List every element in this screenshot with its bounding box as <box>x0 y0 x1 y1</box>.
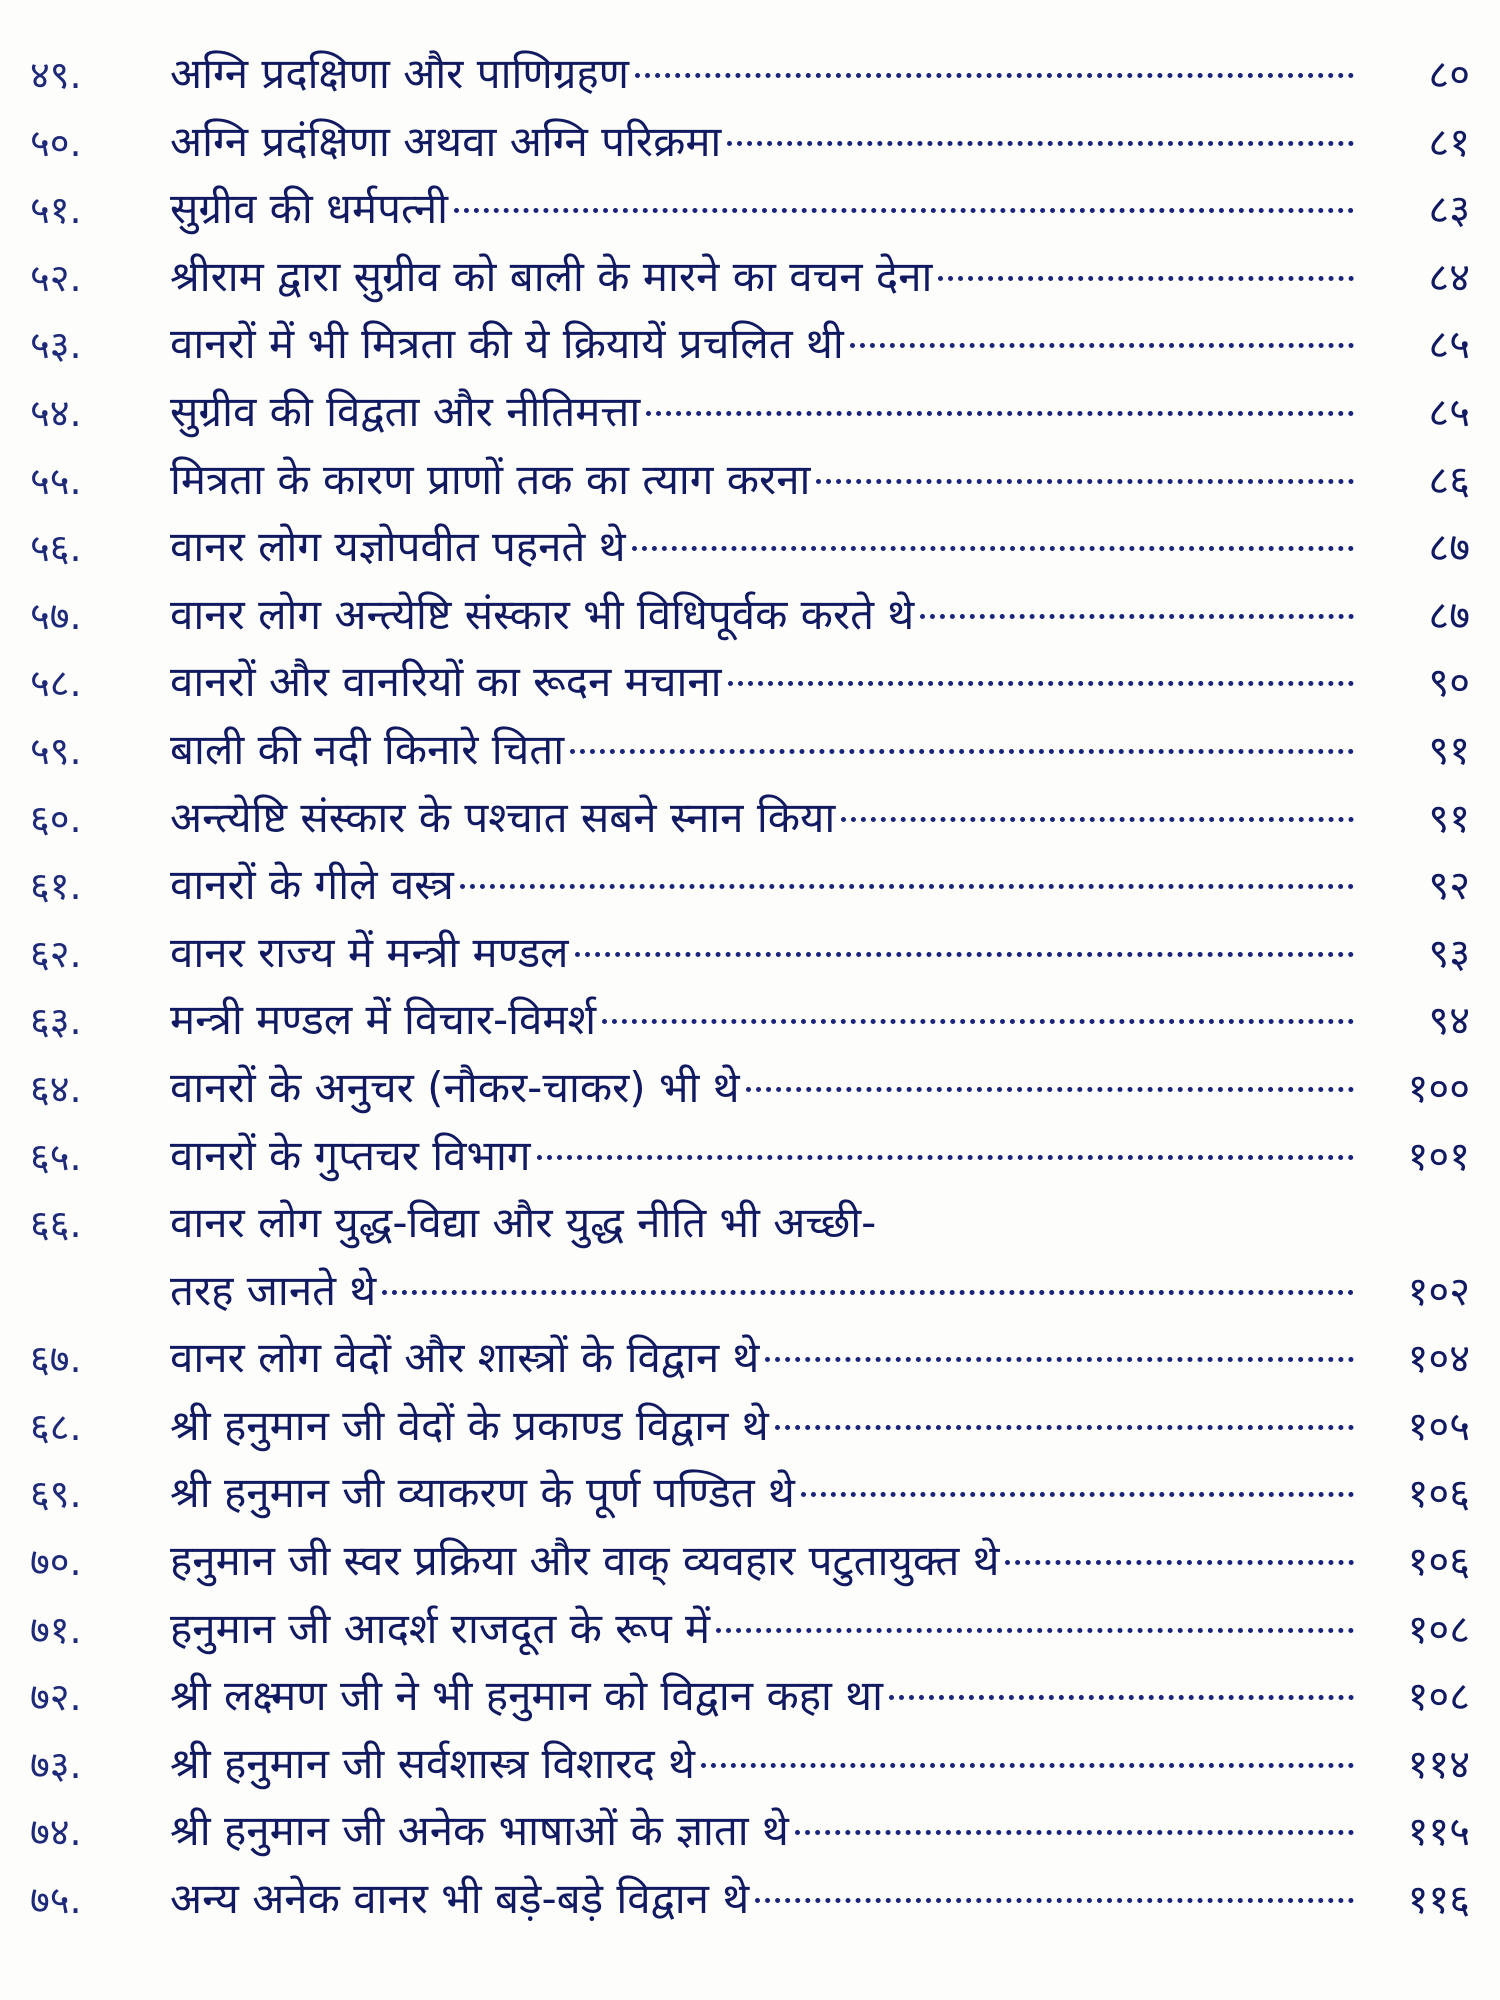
entry-number: ५३. <box>30 323 82 368</box>
dot-leader <box>570 749 1354 754</box>
toc-entry-67[interactable] <box>30 1324 1470 1392</box>
entry-title: वानर लोग अन्त्येष्टि संस्कार भी विधिपूर्वक करते थे <box>170 589 915 639</box>
entry-title-continued: तरह जानते थे <box>170 1265 377 1315</box>
dot-leader <box>775 1425 1354 1430</box>
entry-number: ७५. <box>30 1878 82 1923</box>
entry-title: हनुमान जी आदर्श राजदूत के रूप में <box>170 1603 711 1653</box>
entry-title: श्री हनुमान जी अनेक भाषाओं के ज्ञाता थे <box>170 1806 789 1856</box>
dot-leader <box>746 1087 1354 1092</box>
entry-title: अन्त्येष्टि संस्कार के पश्चात सबने स्नान किया <box>170 792 836 842</box>
toc-entry-59[interactable] <box>30 716 1470 784</box>
entry-page: १०४ <box>1407 1336 1470 1383</box>
entry-page: ८७ <box>1428 525 1470 572</box>
entry-number: ६२. <box>30 931 82 976</box>
entry-page: ९३ <box>1428 930 1470 977</box>
dot-leader <box>701 1763 1354 1768</box>
entry-number: ७१. <box>30 1607 82 1652</box>
entry-number: ५१. <box>30 188 82 233</box>
entry-number: ५२. <box>30 255 82 300</box>
entry-page: ८५ <box>1428 389 1470 436</box>
dot-leader <box>765 1357 1354 1362</box>
entry-title: अग्नि प्रदंक्षिणा अथवा अग्नि परिक्रमा <box>170 116 722 166</box>
entry-number: ६१. <box>30 864 82 909</box>
entry-page: ९२ <box>1428 863 1470 910</box>
dot-leader <box>382 1290 1354 1295</box>
entry-number: ५८. <box>30 661 82 706</box>
dot-leader <box>938 276 1354 281</box>
toc-entry-71[interactable] <box>30 1595 1470 1663</box>
entry-title: वानरों और वानरियों का रूदन मचाना <box>170 657 722 707</box>
dot-leader <box>646 411 1354 416</box>
toc-entry-52[interactable] <box>30 243 1470 311</box>
dot-leader <box>716 1628 1354 1633</box>
dot-leader <box>755 1898 1354 1903</box>
entry-number: ५५. <box>30 458 82 503</box>
dot-leader <box>795 1830 1354 1835</box>
entry-number: ६५. <box>30 1134 82 1179</box>
toc-entry-50[interactable] <box>30 108 1470 176</box>
dot-leader <box>635 73 1354 78</box>
entry-title: बाली की नदी किनारे चिता <box>170 724 565 774</box>
toc-entry-64[interactable] <box>30 1054 1470 1122</box>
entry-number: ५४. <box>30 390 82 435</box>
entry-number: ६९. <box>30 1472 82 1517</box>
dot-leader <box>841 817 1354 822</box>
entry-page: १०८ <box>1407 1606 1470 1653</box>
entry-page: ९० <box>1428 660 1470 707</box>
toc-entry-68[interactable] <box>30 1392 1470 1460</box>
entry-title: वानर लोग यज्ञोपवीत पहनते थे <box>170 522 626 572</box>
toc-entry-54[interactable] <box>30 378 1470 446</box>
entry-title: वानरों के गीले वस्त्र <box>170 860 454 910</box>
entry-page: १०८ <box>1407 1674 1470 1721</box>
dot-leader <box>850 343 1354 348</box>
entry-page: ८७ <box>1428 592 1470 639</box>
entry-page: ८५ <box>1428 322 1470 369</box>
entry-title: श्री हनुमान जी सर्वशास्त्र विशारद थे <box>170 1738 696 1788</box>
toc-entry-75[interactable] <box>30 1865 1470 1933</box>
dot-leader <box>537 1155 1354 1160</box>
entry-title: श्री लक्ष्मण जी ने भी हनुमान को विद्वान कहा था <box>170 1671 883 1721</box>
entry-page: ८३ <box>1428 187 1470 234</box>
entry-number: ५७. <box>30 593 82 638</box>
entry-number: ७३. <box>30 1742 82 1787</box>
entry-title: वानर लोग युद्ध-विद्या और युद्ध नीति भी अच्छी- <box>170 1198 877 1248</box>
entry-number: ६७. <box>30 1337 82 1382</box>
entry-title: श्रीराम द्वारा सुग्रीव को बाली के मारने का वचन देना <box>170 251 933 301</box>
dot-leader <box>1005 1560 1354 1565</box>
toc-entry-60[interactable] <box>30 784 1470 852</box>
entry-number: ६०. <box>30 796 82 841</box>
entry-page: १०५ <box>1407 1403 1470 1450</box>
toc-entry-69[interactable] <box>30 1459 1470 1527</box>
dot-leader <box>454 208 1354 213</box>
dot-leader <box>920 614 1354 619</box>
entry-page: ११५ <box>1407 1809 1470 1856</box>
toc-entry-66[interactable] <box>30 1189 1470 1257</box>
dot-leader <box>816 479 1354 484</box>
toc-entry-62[interactable] <box>30 919 1470 987</box>
toc-entry-70[interactable] <box>30 1527 1470 1595</box>
entry-title: हनुमान जी स्वर प्रक्रिया और वाक् व्यवहार पटुतायुक्त थे <box>170 1536 1000 1586</box>
entry-title: अग्नि प्रदक्षिणा और पाणिग्रहण <box>170 49 630 98</box>
entry-page: ८० <box>1428 52 1470 98</box>
entry-title: मित्रता के कारण प्राणों तक का त्याग करना <box>170 454 811 504</box>
toc-entry-58[interactable] <box>30 648 1470 716</box>
dot-leader <box>727 141 1354 146</box>
entry-title: श्री हनुमान जी वेदों के प्रकाण्ड विद्वान थे <box>170 1400 769 1450</box>
toc-entry-57[interactable] <box>30 581 1470 649</box>
entry-number: ४९. <box>30 53 82 97</box>
entry-title: सुग्रीव की विद्वता और नीतिमत्ता <box>170 386 641 436</box>
entry-title: मन्त्री मण्डल में विचार-विमर्श <box>170 995 597 1045</box>
entry-title: अन्य अनेक वानर भी बड़े-बड़े विद्वान थे <box>170 1874 750 1924</box>
toc-entry-74[interactable] <box>30 1797 1470 1865</box>
entry-page: ९१ <box>1428 795 1470 842</box>
entry-number: ६८. <box>30 1404 82 1449</box>
entry-number: ७४. <box>30 1810 82 1855</box>
dot-leader <box>460 884 1354 889</box>
entry-page: १०१ <box>1407 1133 1470 1180</box>
entry-page: ८६ <box>1428 457 1470 504</box>
entry-page: ८१ <box>1428 119 1470 166</box>
toc-entry-51[interactable] <box>30 175 1470 243</box>
dot-leader <box>728 681 1354 686</box>
entry-title: सुग्रीव की धर्मपत्नी <box>170 184 449 234</box>
entry-page: ९४ <box>1428 998 1470 1045</box>
entry-page: १०२ <box>1407 1268 1470 1315</box>
entry-number: ५६. <box>30 526 82 571</box>
entry-title: वानर राज्य में मन्त्री मण्डल <box>170 927 569 977</box>
entry-number: ५०. <box>30 120 82 165</box>
toc-entry-56[interactable] <box>30 513 1470 581</box>
entry-title: वानरों के गुप्तचर विभाग <box>170 1130 531 1180</box>
dot-leader <box>575 952 1354 957</box>
dot-leader <box>602 1019 1354 1024</box>
dot-leader <box>632 546 1354 551</box>
entry-page: ९१ <box>1428 727 1470 774</box>
entry-page: १०६ <box>1407 1471 1470 1518</box>
entry-number: ६४. <box>30 1066 82 1111</box>
dot-leader <box>801 1492 1354 1497</box>
toc-entry-65[interactable] <box>30 1122 1470 1190</box>
toc-entry-49[interactable] <box>30 40 1470 108</box>
entry-title: वानरों में भी मित्रता की ये क्रियायें प्रचलित थी <box>170 319 844 369</box>
entry-number: ६६. <box>30 1202 82 1247</box>
toc-entry-66-continued[interactable] <box>30 1257 1470 1325</box>
entry-page: १०६ <box>1407 1539 1470 1586</box>
entry-number: ७२. <box>30 1675 82 1720</box>
entry-page: १०० <box>1407 1065 1470 1112</box>
toc-entry-53[interactable] <box>30 310 1470 378</box>
entry-page: ११६ <box>1407 1877 1470 1924</box>
table-of-contents <box>30 40 1470 1933</box>
entry-page: ८४ <box>1428 254 1470 301</box>
entry-number: ७०. <box>30 1540 82 1585</box>
entry-title: श्री हनुमान जी व्याकरण के पूर्ण पण्डित थे <box>170 1468 795 1518</box>
toc-entry-55[interactable] <box>30 446 1470 514</box>
entry-number: ६३. <box>30 999 82 1044</box>
entry-title: वानर लोग वेदों और शास्त्रों के विद्वान थे <box>170 1333 760 1383</box>
toc-entry-63[interactable] <box>30 986 1470 1054</box>
dot-leader <box>889 1695 1354 1700</box>
entry-number: ५९. <box>30 728 82 773</box>
toc-entry-72[interactable] <box>30 1662 1470 1730</box>
entry-page: ११४ <box>1407 1741 1470 1788</box>
toc-entry-61[interactable] <box>30 851 1470 919</box>
toc-entry-73[interactable] <box>30 1730 1470 1798</box>
entry-title: वानरों के अनुचर (नौकर-चाकर) भी थे <box>170 1062 740 1112</box>
